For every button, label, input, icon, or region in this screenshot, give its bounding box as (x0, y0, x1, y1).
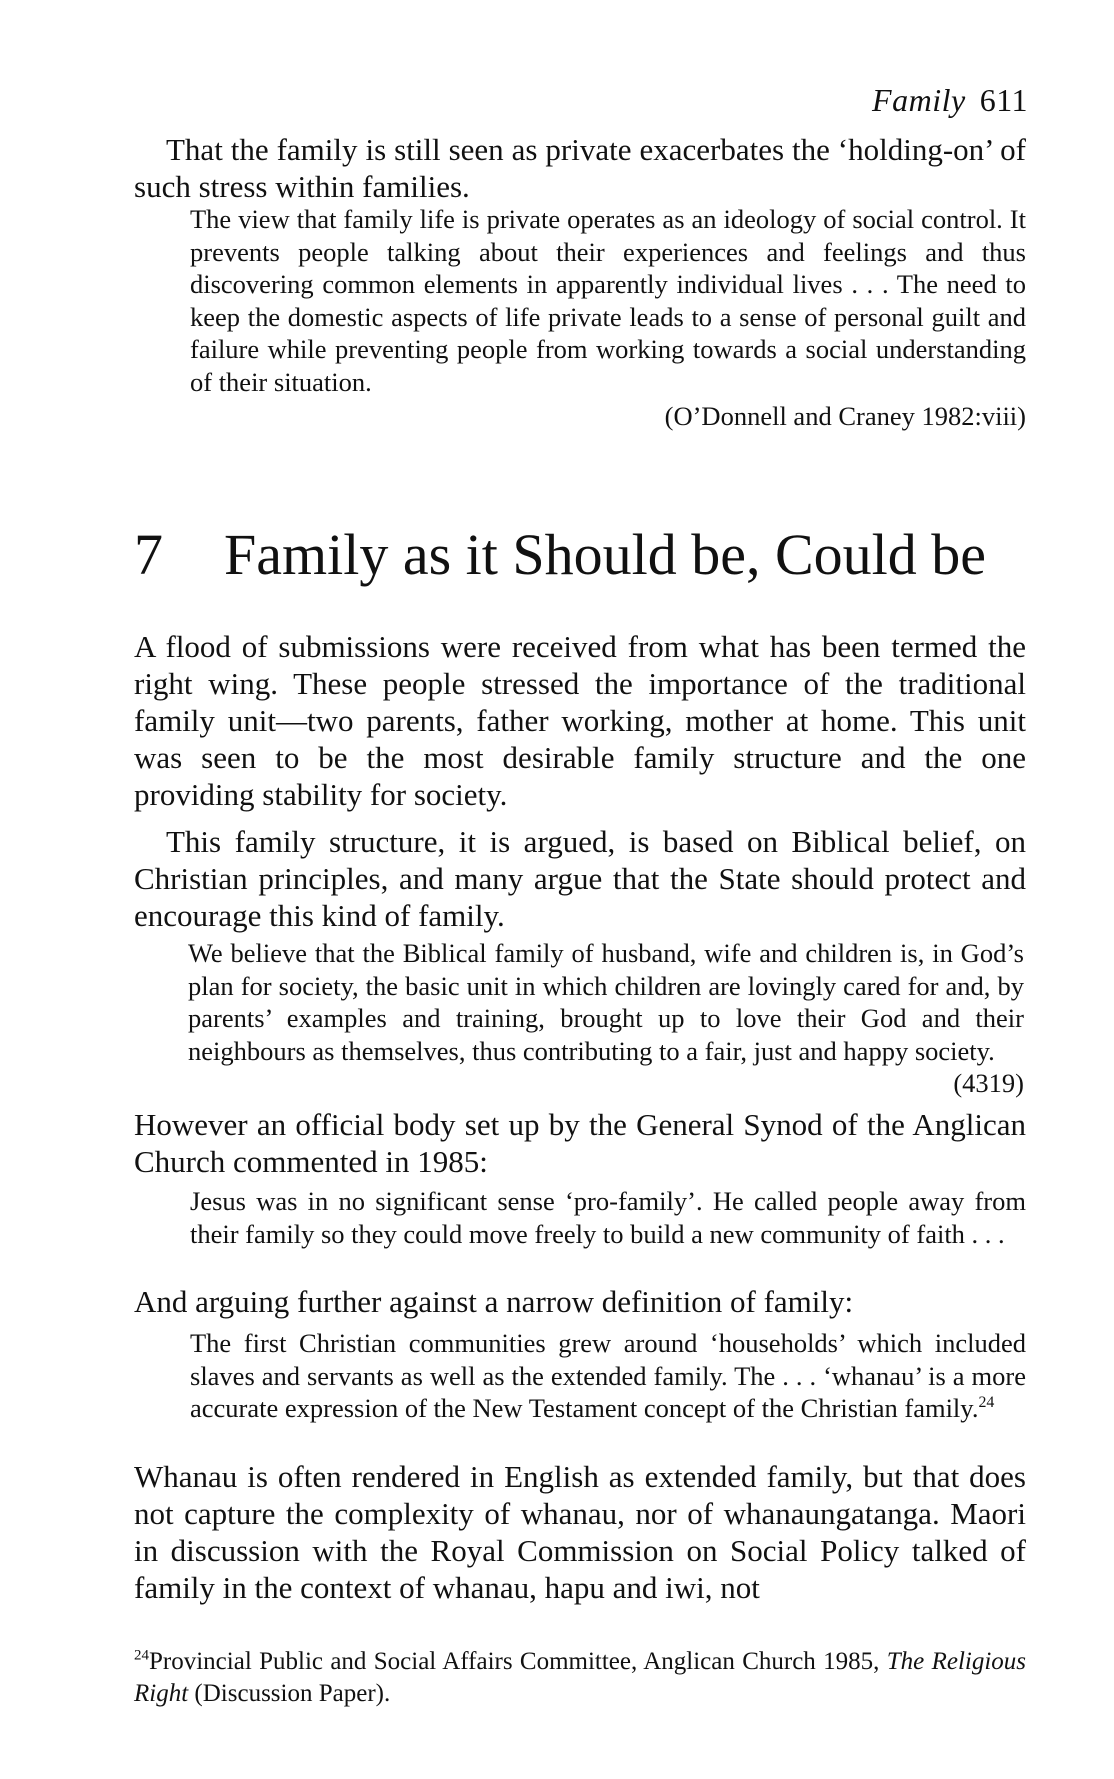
block-quote-odonnell (190, 203, 1026, 433)
paragraph-narrow-definition: And arguing further against a narrow definition of family: (134, 1284, 854, 1319)
block-quote-households (190, 1327, 1026, 1425)
footnote-number: 24 (134, 1647, 149, 1664)
footnote: $^{24}$Provincial Public and Social Affairs Committee, Anglican Church 1985, The Religious Right (Discussion Paper). (134, 1647, 1027, 1707)
paragraph-biblical-belief: This family structure, it is argued, is based on Biblical belief, on Christian principles, and many argue that the State should protect and encourage this kind of family. (134, 824, 1026, 933)
quote-text: The view that family life is private operates as an ideology of social control. It prevents people talking about their experiences and feelings and thus discovering common elements in apparently individual lives . . . The need to keep the domestic aspects of life private leads to a sense of personal guilt and failure while preventing people from working towards a social understanding of their situation. (190, 204, 1026, 397)
running-header (700, 82, 1028, 119)
footnote-reference[interactable]: 24 (978, 1394, 995, 1412)
quote-text: The first Christian communities grew around ‘households’ which included slaves and servants as well as the extended family. The . . . ‘whanau’ is a more accurate expression of the New Testament concept of the Christian family.$^{24}$ (190, 1328, 1026, 1423)
submission-number: (4319) (953, 1068, 1024, 1098)
section-heading (134, 520, 986, 590)
quote-citation: (O’Donnell and Craney 1982:viii) (664, 401, 1026, 431)
quote-text: We believe that the Biblical family of husband, wife and children is, in God’s plan for society, the basic unit in which children are lovingly cared for and, by parents’ examples and training, brought up to love their God and their neighbours as themselves, thus contributing to a fair, just and happy society. (4319) (188, 938, 1024, 1098)
page-number: 611 (979, 82, 1028, 118)
running-title: Family (872, 82, 966, 118)
paragraph-anglican: However an official body set up by the General Synod of the Anglican Church commented in 1985: (134, 1107, 1026, 1179)
block-quote-submission (188, 937, 1024, 1100)
section-number: 7 (134, 522, 163, 587)
paragraph-whanau: Whanau is often rendered in English as extended family, but that does not capture the complexity of whanau, nor of whanaungatanga. Maori in discussion with the Royal Commission on Social Policy talked of family in the context of whanau, hapu and iwi, not (134, 1459, 1026, 1605)
footnote-title: The Religious Right (134, 1648, 1027, 1707)
section-title: Family as it Should be, Could be (224, 522, 987, 587)
intro-paragraph: That the family is still seen as private exacerbates the ‘holding-on’ of such stress within families. (134, 132, 1026, 204)
block-quote-jesus: Jesus was in no significant sense ‘pro-family’. He called people away from their family so they could move freely to build a new community of faith . . . (190, 1186, 1026, 1249)
paragraph-right-wing: A flood of submissions were received from what has been termed the right wing. These people stressed the importance of the traditional family unit—two parents, father working, mother at home. This unit was seen to be the most desirable family structure and the one providing stability for society. (134, 629, 1026, 812)
